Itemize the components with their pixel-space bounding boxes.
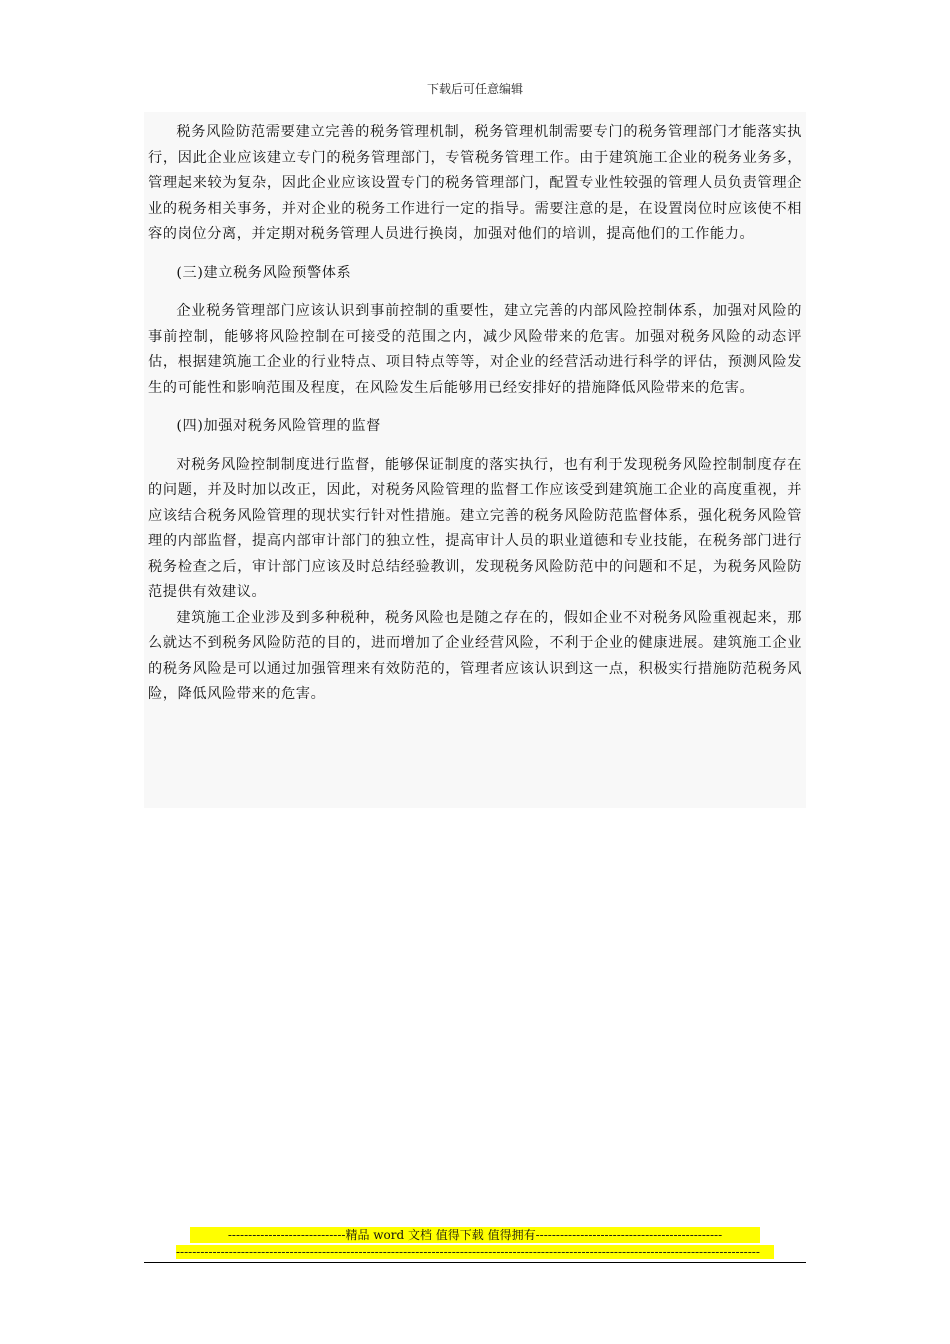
paragraph-risk-warning: 企业税务管理部门应该认识到事前控制的重要性，建立完善的内部风险控制体系，加强对风险的事前控制，能够将风险控制在可接受的范围之内，减少风险带来的危害。加强对税务风险的动态评估，根据建筑施工企业的行业特点、项目特点等等，对企业的经营活动进行科学的评估，预测风险发生的可能性和影响范围及程度，在风险发生后能够用已经安排好的措施降低风险带来的危害。 bbox=[148, 303, 802, 396]
footer-banner-line-1: -----------------------------精品 word 文档 值得下载 值得拥有---------------------------------------------- bbox=[190, 1227, 760, 1243]
document-body bbox=[144, 112, 806, 808]
section-heading-4: (四)加强对税务风险管理的监督 bbox=[176, 418, 381, 434]
paragraph-risk-supervision: 对税务风险控制制度进行监督，能够保证制度的落实执行，也有利于发现税务风险控制制度存在的问题，并及时加以改正，因此，对税务风险管理的监督工作应该受到建筑施工企业的高度重视，并应该结合税务风险管理的现状实行针对性措施。建立完善的税务风险防范监督体系，强化税务风险管理的内部监督，提高内部审计部门的独立性，提高审计人员的职业道德和专业技能，在税务部门进行税务检查之后，审计部门应该及时总结经验教训，发现税务风险防范中的问题和不足，为税务风险防范提供有效建议。 bbox=[148, 456, 802, 600]
page-header-note: 下载后可任意编辑 bbox=[426, 82, 523, 96]
paragraph-tax-management-department: 税务风险防范需要建立完善的税务管理机制，税务管理机制需要专门的税务管理部门才能落实执行，因此企业应该建立专门的税务管理部门，专管税务管理工作。由于建筑施工企业的税务业务多，管理起来较为复杂，因此企业应该设置专门的税务管理部门，配置专业性较强的管理人员负责管理企业的税务相关事务，并对企业的税务工作进行一定的指导。需要注意的是，在设置岗位时应该使不相容的岗位分离，并定期对税务管理人员进行换岗，加强对他们的培训，提高他们的工作能力。 bbox=[148, 124, 802, 242]
footer-banner-line-2: ------------------------------------------------------------------------------------------------------------------------------------------------ bbox=[176, 1245, 774, 1259]
footer-divider bbox=[144, 1262, 806, 1263]
section-heading-3: (三)建立税务风险预警体系 bbox=[176, 264, 352, 281]
paragraph-conclusion: 建筑施工企业涉及到多种税种，税务风险也是随之存在的，假如企业不对税务风险重视起来，那么就达不到税务风险防范的目的，进而增加了企业经营风险，不利于企业的健康进展。建筑施工企业的税务风险是可以通过加强管理来有效防范的，管理者应该认识到这一点，积极实行措施防范税务风险，降低风险带来的危害。 bbox=[148, 609, 802, 702]
